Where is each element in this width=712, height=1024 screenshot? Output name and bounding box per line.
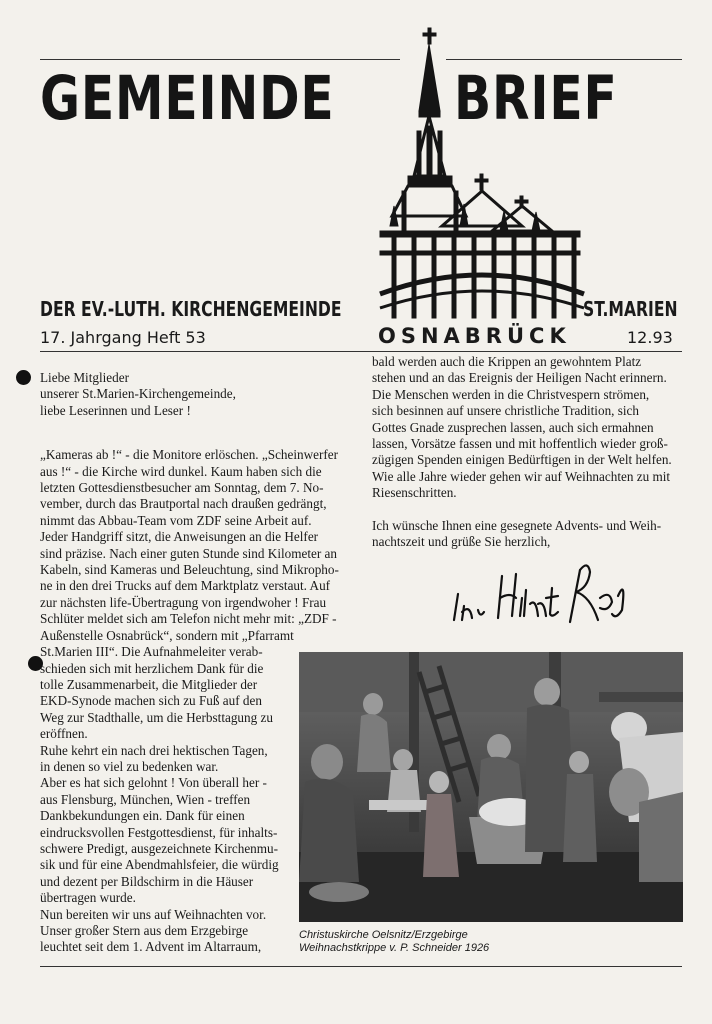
text-line: sind präzise. Nach einer guten Stunde sind Kilometer an (40, 545, 338, 561)
text-line: aus Flensburg, München, Wien - treffen (40, 791, 251, 807)
masthead-rule (40, 351, 682, 352)
text-line: ne in den drei Trucks auf dem Marktplatz verstaut. Auf (40, 578, 331, 594)
text-line: schieden sich mit herzlichem Dank für die (40, 660, 264, 676)
text-line: übertragen wurde. (40, 890, 136, 906)
text-line: stehen und an das Ereignis der Heiligen Nacht erinnern. (372, 370, 667, 386)
closing-line: Ich wünsche Ihnen eine gesegnete Advents- und Weih- (372, 517, 662, 533)
photo-caption (299, 929, 689, 955)
text-line: tolle Zusammenarbeit, die Mitglieder der (40, 676, 258, 692)
text-line: Außenstelle Osnabrück“, sondern mit „Pfarramt (40, 627, 294, 643)
text-line: eröffnen. (40, 726, 88, 742)
nativity-photo (299, 652, 683, 922)
text-line: eindrucksvollen Festgottesdienst, für inhalts- (40, 824, 278, 840)
text-line: Wie alle Jahre wieder gehen wir auf Weihnachten zu mit (372, 468, 671, 484)
masthead-city: OSNABRÜCK (378, 324, 571, 348)
text-line: Aber es hat sich gelohnt ! Von überall her - (40, 775, 267, 791)
text-line: Gottes Gnade zusprechen lassen, auch sich ermahnen (372, 419, 654, 435)
issue-number: 17. Jahrgang Heft 53 (40, 328, 206, 347)
text-line: Riesenschritten. (372, 485, 457, 501)
text-line: EKD-Synode machen sich zu Fuß auf den (40, 693, 262, 709)
letter-right-column (372, 354, 688, 550)
greeting-line: unserer St.Marien-Kirchengemeinde, (40, 386, 236, 402)
top-rule-left (40, 59, 400, 60)
caption-line: Weihnachstkrippe v. P. Schneider 1926 (299, 942, 490, 954)
masthead-title-left: GEMEINDE (40, 63, 335, 134)
text-line: Unser großer Stern aus dem Erzgebirge (40, 923, 249, 938)
text-line: „Kameras ab !“ - die Monitore erlöschen. „Scheinwerfer (40, 447, 339, 463)
text-line: schwere Predigt, ausgezeichnete Kirchenmu- (40, 840, 279, 856)
text-line: zügigen Spenden einigen Bedürftigen in der Welt helfen. (372, 452, 672, 468)
masthead-subtitle-left: DER EV.-LUTH. KIRCHENGEMEINDE (40, 297, 342, 321)
text-line: aus !“ - die Kirche wird dunkel. Kaum haben sich die (40, 463, 322, 479)
text-line: Die Menschen werden in die Christvespern strömen, (372, 386, 650, 402)
masthead-subtitle-right: ST.MARIEN (583, 297, 678, 321)
text-line: Weg zur Stadthalle, um die Herbsttagung zu (40, 709, 273, 725)
text-line: St.Marien III“. Die Aufnahmeleiter verab- (40, 644, 263, 660)
greeting-line: Liebe Mitglieder (40, 370, 129, 385)
text-line: sich besinnen auf unsere christliche Tradition, sich (372, 403, 639, 419)
text-line: nimmt das Abbau-Team vom ZDF seine Arbeit auf. (40, 512, 312, 528)
caption-line: Christuskirche Oelsnitz/Erzgebirge (299, 929, 468, 941)
issue-date: 12.93 (627, 328, 673, 347)
punch-hole-top (16, 370, 31, 385)
text-line: Jeder Handgriff sitzt, die Anweisungen an die Helfer (40, 529, 319, 545)
text-line: letzten Gottesdienstbesucher am Sonntag, dem 7. No- (40, 480, 324, 496)
text-line: Ruhe kehrt ein nach drei hektischen Tagen, (40, 742, 268, 758)
bottom-rule (40, 966, 682, 967)
church-logo (372, 26, 592, 326)
text-line: zur nächsten life-Übertragung von irgendwoher ! Frau (40, 594, 327, 610)
text-line: Schlüter meldet sich am Telefon nicht mehr mit: „ZDF - (40, 611, 337, 627)
text-line: und dezent per Bildschirm in die Häuser (40, 873, 254, 889)
text-line: Dankbekundungen ein. Dank für einen (40, 808, 245, 824)
text-line: Nun bereiten wir uns auf Weihnachten vor. (40, 906, 267, 922)
text-line: sik und für eine Abendmahlsfeier, die würdig (40, 857, 279, 873)
signature (440, 558, 640, 628)
text-line: vember, durch das Brautportal nach draußen gedrängt, (40, 496, 327, 512)
text-line: lassen, Vorsätze fassen und mit hoffentlich wieder groß- (372, 436, 668, 452)
greeting-line: liebe Leserinnen und Leser ! (40, 402, 191, 418)
closing-line: nachtszeit und grüße Sie herzlich, (372, 534, 551, 550)
text-line: in denen so viel zu bedenken war. (40, 758, 219, 774)
masthead-title-right: BRIEF (454, 63, 618, 134)
text-line: leuchtet seit dem 1. Advent im Altarraum, (40, 939, 262, 955)
text-line: Kabeln, sind Kameras und Beleuchtung, sind Mikropho- (40, 562, 339, 578)
text-line: bald werden auch die Krippen an gewohntem Platz (372, 354, 642, 369)
